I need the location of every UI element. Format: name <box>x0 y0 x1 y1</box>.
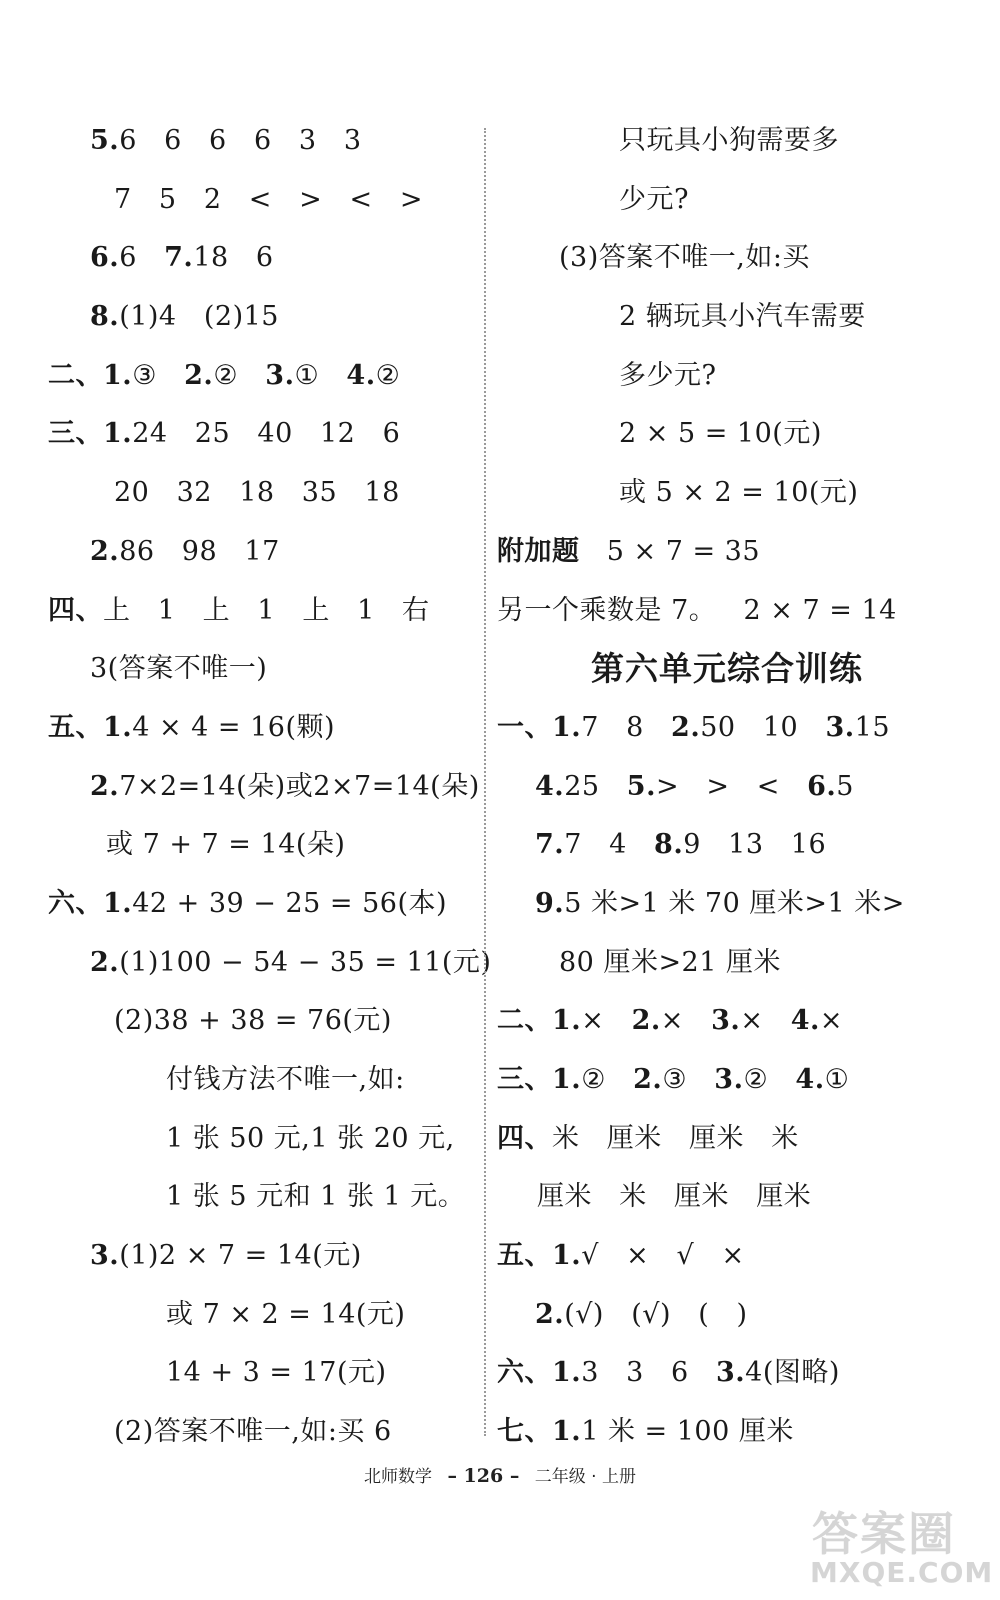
answer-text: ③ <box>132 359 185 391</box>
answer-line <box>70 464 470 523</box>
answer-text: (√) (√) ( ) <box>564 1298 748 1330</box>
answer-line <box>48 699 470 758</box>
question-number: 2. <box>90 946 120 978</box>
answer-line <box>497 1110 957 1169</box>
watermark-logo <box>808 1496 994 1596</box>
answer-line <box>497 699 957 758</box>
answer-line <box>70 758 480 817</box>
answer-text: 1 张 5 元和 1 张 1 元。 <box>166 1181 466 1213</box>
answer-text: 厘米 米 厘米 厘米 <box>537 1181 812 1213</box>
answer-line <box>70 112 470 171</box>
answer-line <box>497 582 957 641</box>
column-divider <box>484 128 486 1436</box>
answer-line <box>70 1110 470 1169</box>
answer-text: × <box>819 1005 843 1037</box>
question-number: 3. <box>711 1005 741 1037</box>
answer-text: (2)答案不唯一,如:买 6 <box>114 1416 392 1448</box>
answer-text: 或 7 × 2 = 14(元) <box>166 1298 406 1330</box>
answer-text: (3)答案不唯一,如:买 <box>559 242 810 274</box>
answer-line <box>497 816 957 875</box>
question-number: 5. <box>626 770 656 802</box>
answer-line <box>48 405 470 464</box>
answer-line <box>70 1051 470 1110</box>
answer-text: 2 辆玩具小汽车需要 <box>619 301 866 333</box>
answer-line <box>497 875 957 934</box>
answer-text: 5 <box>836 770 854 802</box>
answer-text: 少元? <box>619 183 689 215</box>
answer-text: (1)100 − 54 − 35 = 11(元) <box>119 946 492 978</box>
answer-line <box>497 464 957 523</box>
answer-line <box>70 640 470 699</box>
question-number: 2. <box>90 535 120 567</box>
answer-line <box>70 816 470 875</box>
question-number: 6. <box>90 242 120 274</box>
question-number: 6. <box>807 770 837 802</box>
answer-text: (1)2 × 7 = 14(元) <box>119 1240 362 1272</box>
answer-line <box>70 288 470 347</box>
question-number: 五、1. <box>497 1240 582 1272</box>
question-number: 附加题 <box>497 535 580 567</box>
answer-line <box>497 1403 957 1462</box>
answer-line <box>70 992 470 1051</box>
answer-line <box>70 1168 470 1227</box>
answer-text: (1)4 (2)15 <box>119 301 279 333</box>
question-number: 2. <box>631 1005 661 1037</box>
answer-text: 或 7 + 7 = 14(朵) <box>106 829 346 861</box>
answer-text: 5 × 7 = 35 <box>579 535 761 567</box>
answer-text: 4 × 4 = 16(颗) <box>132 711 336 743</box>
answer-line <box>497 1286 957 1345</box>
question-number: 8. <box>654 829 684 861</box>
question-number: 五、1. <box>48 711 133 743</box>
answer-text: 7 8 <box>581 711 672 743</box>
question-number: 9. <box>535 887 565 919</box>
question-number: 3. <box>714 1064 744 1095</box>
answer-line <box>497 405 957 464</box>
question-number: 二、1. <box>497 1005 582 1037</box>
question-number: 四、 <box>48 594 103 626</box>
question-number: 2. <box>184 359 214 391</box>
question-number: 2. <box>90 770 120 802</box>
question-number: 4. <box>790 1005 820 1037</box>
answer-text: > > < <box>655 770 808 802</box>
answer-text: ② <box>375 359 401 391</box>
answer-text: ① <box>824 1064 850 1095</box>
answer-text: 2 × 5 = 10(元) <box>619 418 822 450</box>
question-number: 3. <box>715 1357 746 1389</box>
answer-text: 6 6 6 6 3 3 <box>119 125 362 156</box>
question-number: 7. <box>535 829 565 861</box>
question-number: 3. <box>90 1240 120 1272</box>
answer-text: 14 + 3 = 17(元) <box>166 1357 387 1389</box>
answer-text: √ × √ × <box>581 1240 745 1272</box>
answer-line <box>497 288 957 347</box>
question-number: 2. <box>671 711 701 743</box>
answer-line <box>497 934 957 993</box>
answer-text: 5 米>1 米 70 厘米>1 米> <box>564 887 905 919</box>
answer-text: 6 <box>119 242 165 274</box>
answer-line <box>497 229 957 288</box>
answer-line <box>70 1403 470 1462</box>
question-number: 3. <box>265 359 295 391</box>
question-number: 4. <box>795 1064 825 1095</box>
answer-text: 只玩具小狗需要多 <box>619 125 839 156</box>
question-number: 4. <box>535 770 565 802</box>
answer-text: 7 5 2 < > < > <box>114 183 424 215</box>
answer-line <box>48 347 470 406</box>
answer-text: 米 厘米 厘米 米 <box>552 1122 799 1154</box>
answer-text: ③ <box>662 1064 715 1095</box>
answer-line <box>70 229 470 288</box>
answer-line <box>497 1168 957 1227</box>
left-column <box>48 112 492 1462</box>
question-number: 六、1. <box>497 1357 582 1389</box>
answer-text: 18 6 <box>193 242 274 274</box>
answer-line <box>497 347 957 406</box>
footer-subject: 北师数学 <box>364 1467 433 1487</box>
answer-text: 50 10 <box>700 711 826 743</box>
answer-text: 付钱方法不唯一,如: <box>166 1064 405 1095</box>
answer-text: ② <box>743 1064 796 1095</box>
answer-line <box>48 875 470 934</box>
question-number: 六、1. <box>48 887 133 919</box>
answer-line <box>48 582 470 641</box>
answer-line <box>497 758 957 817</box>
page-number: – 126 – <box>447 1465 520 1487</box>
question-number: 2. <box>535 1298 565 1330</box>
question-number: 三、1. <box>48 418 133 450</box>
question-number: 5. <box>90 125 120 156</box>
right-column <box>497 112 957 1462</box>
answer-text: × <box>581 1005 632 1037</box>
question-number: 8. <box>90 301 120 333</box>
answer-line <box>70 1227 470 1286</box>
answer-line <box>70 171 470 230</box>
answer-text: 42 + 39 − 25 = 56(本) <box>132 887 448 919</box>
answer-text: 4(图略) <box>745 1357 840 1389</box>
answer-line <box>70 1344 470 1403</box>
answer-text: 7×2=14(朵)或2×7=14(朵) <box>119 770 480 802</box>
answer-text: 20 32 18 35 18 <box>114 477 400 509</box>
answer-line <box>70 1286 470 1345</box>
answer-text: 1 米 = 100 厘米 <box>581 1416 794 1448</box>
question-number: 四、 <box>497 1122 552 1154</box>
answer-text: 9 13 16 <box>683 829 827 861</box>
answer-text: (2)38 + 38 = 76(元) <box>114 1005 392 1037</box>
question-number: 一、1. <box>497 711 582 743</box>
answer-text: 上 1 上 1 上 1 右 <box>103 594 430 626</box>
answer-text: 3(答案不唯一) <box>90 653 268 685</box>
answer-line <box>70 523 470 582</box>
answer-text: × <box>740 1005 791 1037</box>
question-number: 4. <box>346 359 376 391</box>
answer-text: ② <box>213 359 266 391</box>
question-number: 七、1. <box>497 1416 582 1448</box>
answer-text: 或 5 × 2 = 10(元) <box>619 477 859 509</box>
answer-text: 另一个乘数是 7。 2 × 7 = 14 <box>497 594 897 626</box>
answer-text: 7 4 <box>564 829 655 861</box>
answer-text: 多少元? <box>619 359 717 391</box>
answer-text: ② <box>581 1064 634 1095</box>
answer-text: 86 98 17 <box>119 535 280 567</box>
answer-text: 80 厘米>21 厘米 <box>559 946 782 978</box>
answer-text: × <box>660 1005 712 1037</box>
question-number: 二、1. <box>48 359 133 391</box>
question-number: 三、1. <box>497 1064 582 1095</box>
question-number: 3. <box>825 711 855 743</box>
answer-text: 24 25 40 12 6 <box>132 418 401 450</box>
answer-line <box>70 934 492 993</box>
answer-line <box>497 171 957 230</box>
answer-text: 1 张 50 元,1 张 20 元, <box>166 1122 455 1154</box>
answer-text: 3 3 6 <box>581 1357 716 1389</box>
answer-line <box>497 1227 957 1286</box>
section-title: 第六单元综合训练 <box>591 649 863 689</box>
answer-line <box>497 1051 957 1110</box>
page-footer <box>0 1462 1000 1487</box>
answer-text: ① <box>294 359 347 391</box>
answer-line <box>497 112 957 171</box>
question-number: 2. <box>633 1064 663 1095</box>
watermark-text: 答案圈 <box>812 1507 956 1561</box>
answer-line <box>497 523 957 582</box>
answer-text: 15 <box>854 711 890 743</box>
question-number: 7. <box>164 242 194 274</box>
answer-line <box>497 1344 957 1403</box>
footer-grade: 二年级 · 上册 <box>534 1467 636 1487</box>
answer-text: 25 <box>564 770 627 802</box>
watermark-url: MXQE.COM <box>810 1556 994 1589</box>
answer-line <box>497 992 957 1051</box>
